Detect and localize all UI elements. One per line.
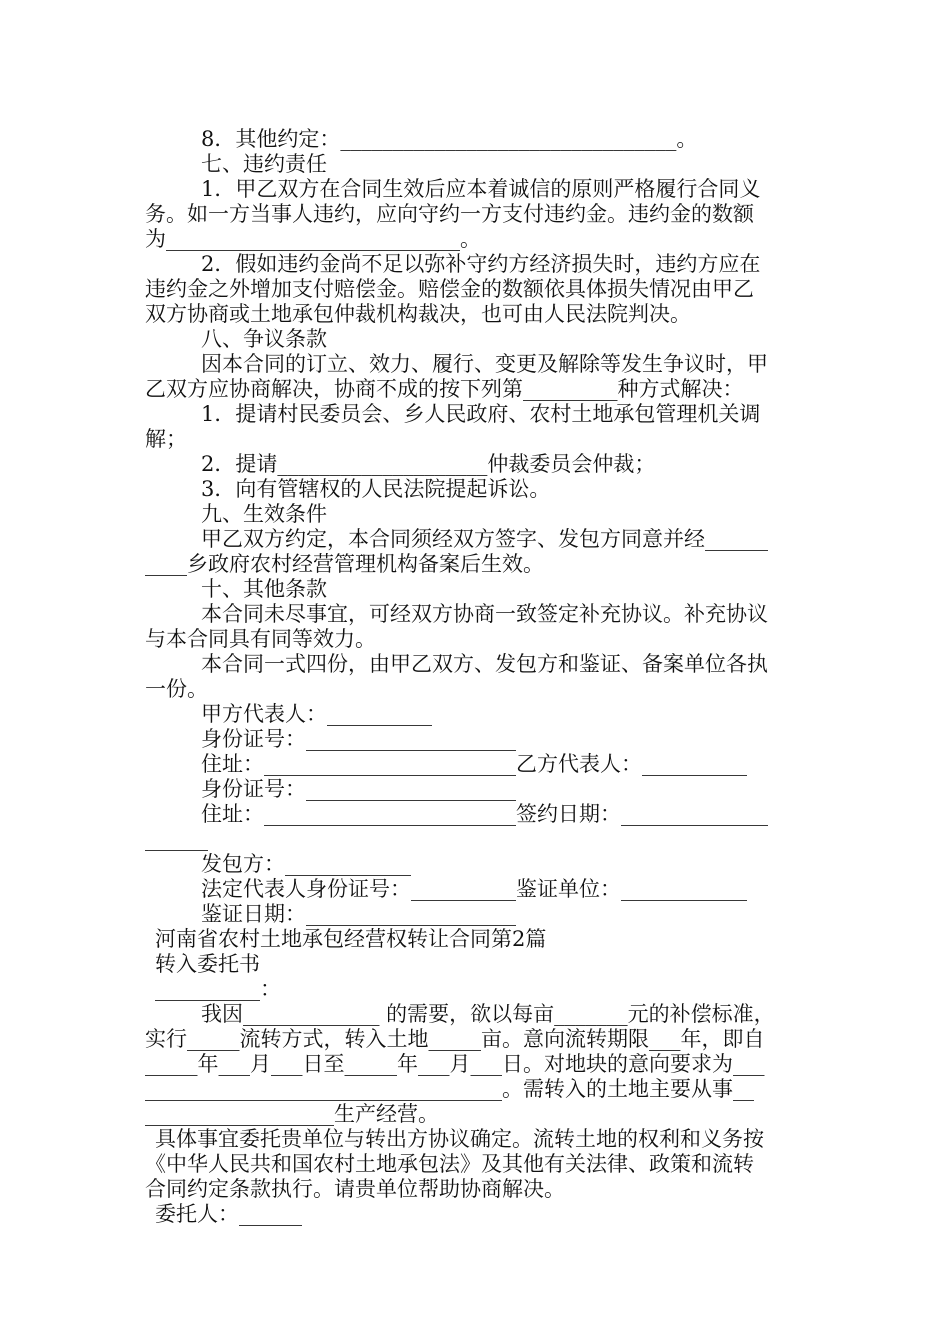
doc-line: 《中华人民共和国农村土地承包法》及其他有关法律、政策和流转 <box>145 1152 754 1176</box>
doc-line: 本合同一式四份，由甲乙双方、发包方和鉴证、备案单位各执 <box>201 652 768 676</box>
doc-line: 2．提请____________________仲裁委员会仲裁； <box>201 452 656 476</box>
signature-field: 身份证号：____________________ <box>201 727 516 751</box>
doc-line: 8．其他约定：________________________________。 <box>201 127 698 151</box>
doc-line: 为____________________________。 <box>145 227 481 251</box>
signature-field: 法定代表人身份证号：__________鉴证单位：____________ <box>201 877 747 901</box>
doc-line: __________________生产经营。 <box>145 1102 439 1126</box>
signature-field: ______ <box>145 827 208 851</box>
doc-line: 甲乙双方约定，本合同须经双方签字、发包方同意并经______ <box>201 527 768 551</box>
doc-line: 务。如一方当事人违约，应向守约一方支付违约金。违约金的数额 <box>145 202 754 226</box>
doc-line: __________________________________。需转入的土地主要从事__ <box>145 1077 754 1101</box>
doc-line: 1．甲乙双方在合同生效后应本着诚信的原则严格履行合同义 <box>201 177 761 201</box>
doc-line: 乙双方应协商解决，协商不成的按下列第_________种方式解决： <box>145 377 744 401</box>
doc-line: _____年___月___日至_____年___月___日。对地块的意向要求为___ <box>145 1052 765 1076</box>
doc-line: 3．向有管辖权的人民法院提起诉讼。 <box>201 477 551 501</box>
doc-line: 实行_____流转方式，转入土地_____亩。意向流转期限___年，即自 <box>145 1027 765 1051</box>
doc-line: 1．提请村民委员会、乡人民政府、农村土地承包管理机关调 <box>201 402 761 426</box>
doc-line: 双方协商或土地承包仲裁机构裁决，也可由人民法院判决。 <box>145 302 691 326</box>
signature-field: 发包方：____________ <box>201 852 411 876</box>
doc-line: 违约金之外增加支付赔偿金。赔偿金的数额依具体损失情况由甲乙 <box>145 277 754 301</box>
section-heading: 七、违约责任 <box>201 152 327 176</box>
signature-field: 甲方代表人：__________ <box>201 702 432 726</box>
doc-line: 我因_____________ 的需要，欲以每亩_______元的补偿标准， <box>201 1002 775 1026</box>
doc-line: 解； <box>145 427 187 451</box>
doc-line: 2．假如违约金尚不足以弥补守约方经济损失时，违约方应在 <box>201 252 761 276</box>
doc-line: 因本合同的订立、效力、履行、变更及解除等发生争议时，甲 <box>201 352 768 376</box>
section-heading: 九、生效条件 <box>201 502 327 526</box>
signature-field: 住址：________________________乙方代表人：__________ <box>201 752 747 776</box>
doc-line: 本合同未尽事宜，可经双方协商一致签定补充协议。补充协议 <box>201 602 768 626</box>
section-heading: 十、其他条款 <box>201 577 327 601</box>
recipient-line: __________： <box>155 977 281 1001</box>
doc-line: 与本合同具有同等效力。 <box>145 627 376 651</box>
letter-title: 转入委托书 <box>155 952 260 976</box>
signature-field: 身份证号：____________________ <box>201 777 516 801</box>
doc-line: ____乡政府农村经营管理机构备案后生效。 <box>145 552 544 576</box>
doc-line: 一份。 <box>145 677 208 701</box>
doc-line: 具体事宜委托贵单位与转出方协议确定。流转土地的权利和义务按 <box>155 1127 764 1151</box>
doc-line: 合同约定条款执行。请贵单位帮助协商解决。 <box>145 1177 565 1201</box>
signature-field: 住址：________________________签约日期：______________ <box>201 802 768 826</box>
document-title: 河南省农村土地承包经营权转让合同第2篇 <box>155 927 547 951</box>
signature-field: 鉴证日期：____________________ <box>201 902 516 926</box>
signature-field: 委托人：______ <box>155 1202 302 1226</box>
section-heading: 八、争议条款 <box>201 327 327 351</box>
